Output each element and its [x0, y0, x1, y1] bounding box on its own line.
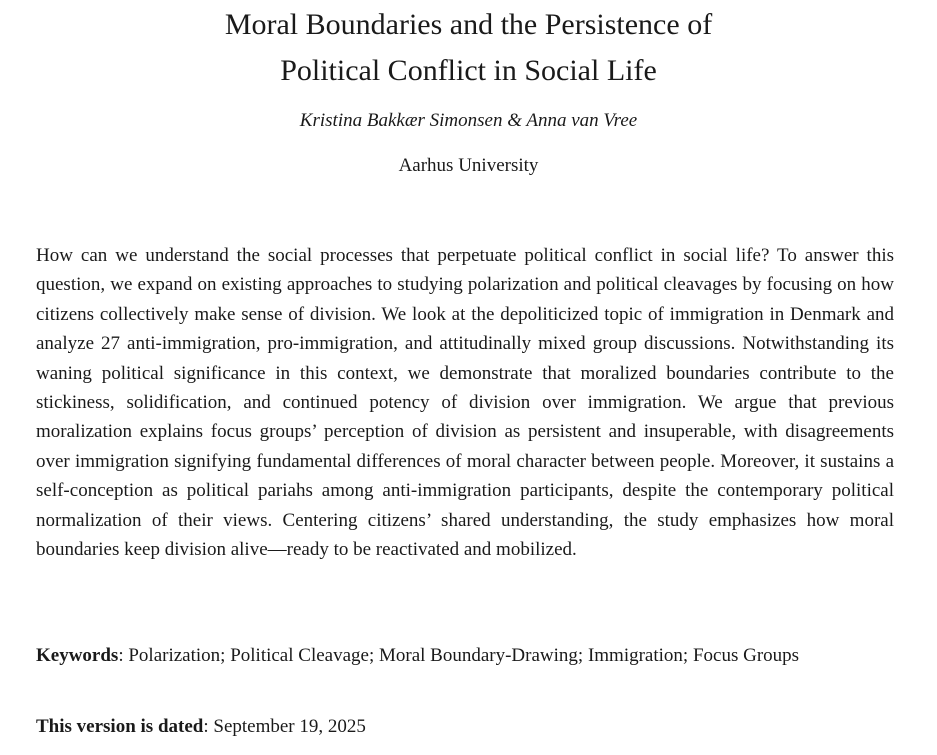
keywords	[36, 641, 894, 670]
paper-title-line-2: Political Conflict in Social Life	[280, 54, 657, 87]
abstract: How can we understand the social processes that perpetuate political conflict in social life? To answer this question, we expand on existing approaches to studying polarization and political cleavages by focusing on how citizens collectively make sense of division. We look at the depoliticized topic of immigration in Denmark and analyze 27 anti-immigration, pro-immigration, and attitudinally mixed group discussions. Notwithstanding its waning political significance in this context, we demonstrate that moralized boundaries contribute to the stickiness, solidification, and continued potency of division over immigration. We argue that previous moralization explains focus groups’ perception of division as persistent and insuperable, with disagreements over immigration signifying fundamental differences of moral character between people. Moreover, it sustains a self-conception as political pariahs among anti-immigration participants, despite the contemporary political normalization of their views. Centering citizens’ shared understanding, the study emphasizes how moral boundaries keep division alive—ready to be reactivated and mobilized.	[36, 245, 894, 561]
paper-title-line-1: Moral Boundaries and the Persistence of	[224, 8, 713, 41]
keywords-text: Polarization; Political Cleavage; Moral Boundary-Drawing; Immigration; Focus Groups	[128, 645, 800, 666]
paper-title	[0, 2, 937, 94]
keywords-label: Keywords	[36, 645, 119, 666]
version-date-line	[36, 712, 894, 742]
version-date: September 19, 2025	[213, 716, 366, 737]
keywords-separator: :	[118, 645, 129, 666]
author-list: Kristina Bakkær Simonsen & Anna van Vree	[299, 110, 638, 131]
version-label: This version is dated	[36, 716, 204, 737]
version-separator: :	[203, 716, 214, 737]
affiliation: Aarhus University	[398, 155, 539, 176]
